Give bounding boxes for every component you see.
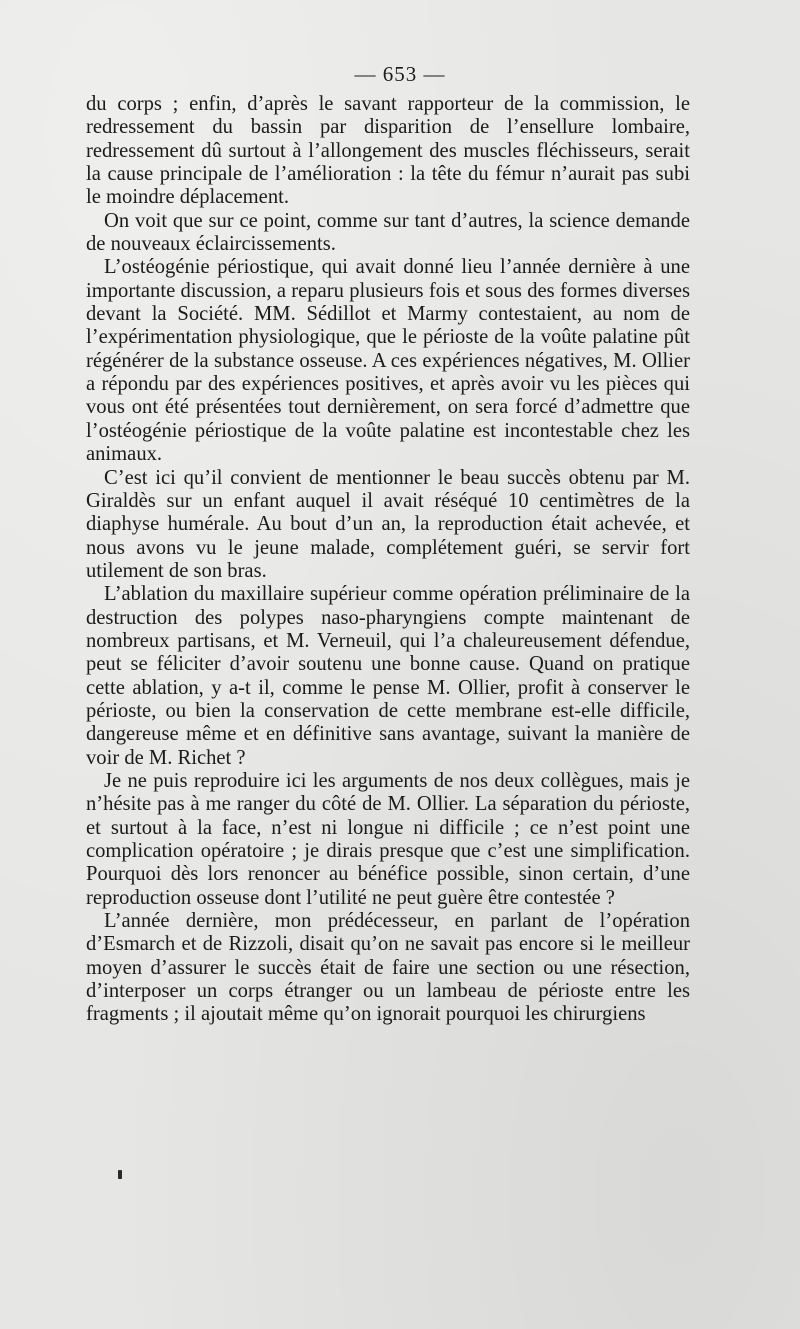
paragraph: C’est ici qu’il convient de mentionner le beau succès obtenu par M. Giraldès sur un enfant auquel il avait réséqué 10 centimètres de la diaphyse humérale. Au bout d’un an, la reproduction était achevée, et nous avons vu le jeune malade, complétement guéri, se servir fort utilement de son bras. xyxy=(86,466,690,582)
paragraph: On voit que sur ce point, comme sur tant d’autres, la science demande de nouveaux éclaircissements. xyxy=(86,209,690,256)
paragraph: L’année dernière, mon prédécesseur, en parlant de l’opération d’Esmarch et de Rizzoli, disait qu’on ne savait pas encore si le meilleur moyen d’assurer le succès était de faire une section ou une résection, d’interposer un corps étranger ou un lambeau de périoste entre les fragments ; il ajoutait même qu’on ignorait pourquoi les chirurgiens xyxy=(86,910,690,1026)
printer-mark xyxy=(118,1170,122,1179)
paragraph: L’ostéogénie périostique, qui avait donné lieu l’année dernière à une importante discussion, a reparu plusieurs fois et sous des formes diverses devant la Société. MM. Sédillot et Marmy contestaient, au nom de l’expérimentation physiologique, que le périoste de la voûte palatine pût régénérer de la substance osseuse. A ces expériences négatives, M. Ollier a répondu par des expériences positives, et après avoir vu les pièces qui vous ont été présentées tout dernièrement, on sera forcé d’admettre que l’ostéogénie périostique de la voûte palatine est incontestable chez les animaux. xyxy=(86,256,690,466)
paragraph: L’ablation du maxillaire supérieur comme opération préliminaire de la destruction des polypes naso-pharyngiens compte maintenant de nombreux partisans, et M. Verneuil, qui l’a chaleureusement défendue, peut se féliciter d’avoir soutenu une bonne cause. Quand on pratique cette ablation, y a-t il, comme le pense M. Ollier, profit à conserver le périoste, ou bien la conservation de cette membrane est-elle difficile, dangereuse même et en définitive sans avantage, suivant la manière de voir de M. Richet ? xyxy=(86,583,690,769)
body-text xyxy=(86,93,690,1027)
page-number: — 653 — xyxy=(354,62,446,86)
paragraph: Je ne puis reproduire ici les arguments de nos deux collègues, mais je n’hésite pas à me ranger du côté de M. Ollier. La séparation du périoste, et surtout à la face, n’est ni longue ni difficile ; ce n’est point une complication opératoire ; je dirais presque que c’est une simplification. Pourquoi dès lors renoncer au bénéfice possible, sinon certain, d’une reproduction osseuse dont l’utilité ne peut guère être contestée ? xyxy=(86,769,690,909)
paragraph: du corps ; enfin, d’après le savant rapporteur de la commission, le redressement du bassin par disparition de l’ensellure lombaire, redressement dû surtout à l’allongement des muscles fléchisseurs, serait la cause principale de l’amélioration : la tête du fémur n’aurait pas subi le moindre déplacement. xyxy=(86,93,690,209)
